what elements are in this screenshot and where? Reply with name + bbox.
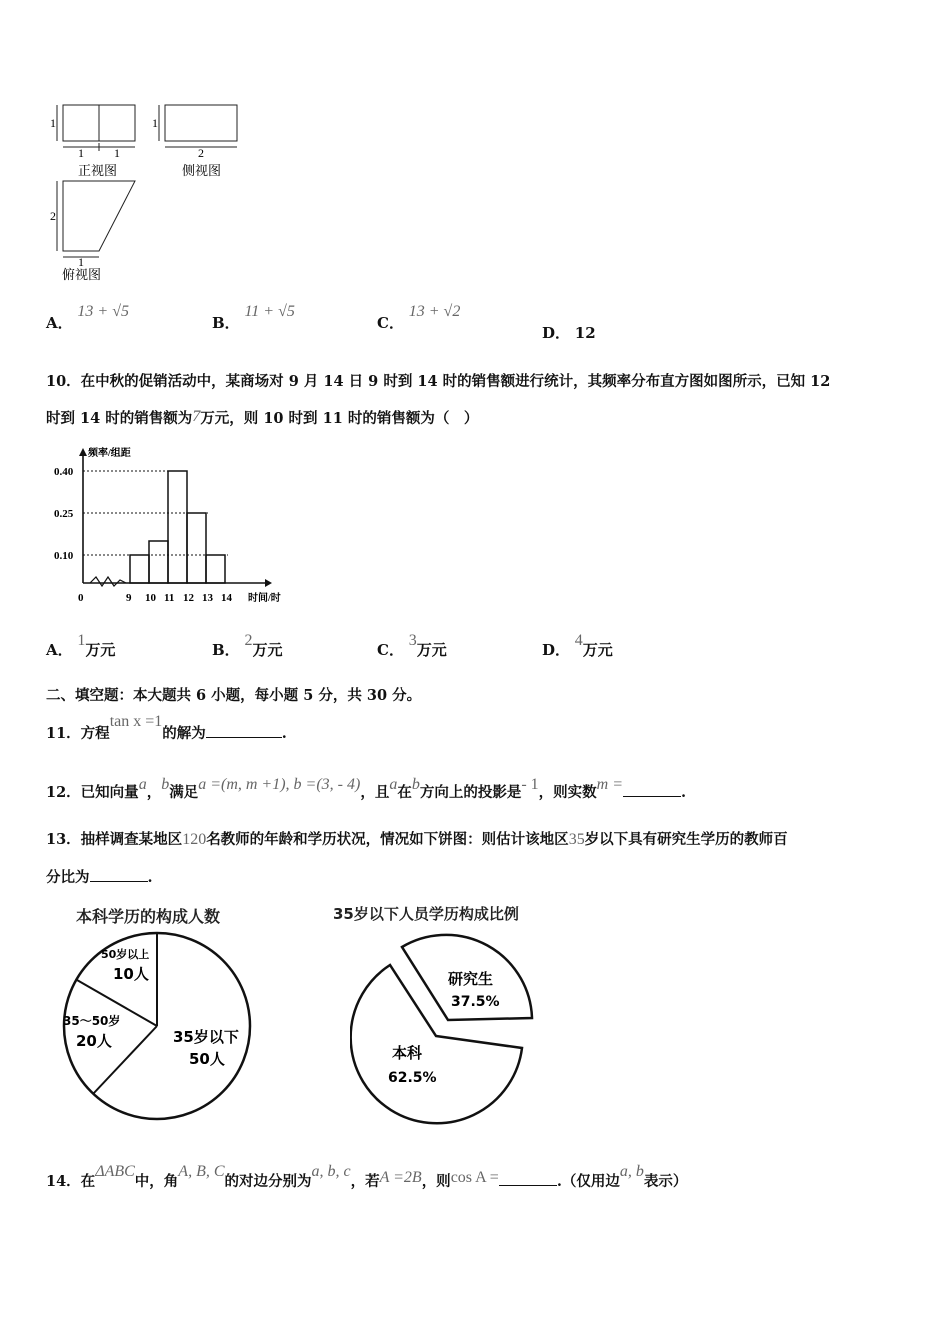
- option-unit: 万元: [416, 641, 447, 659]
- pie2-slice-label-1: 本科: [392, 1044, 423, 1062]
- q13-line2-text: 分比为: [46, 869, 90, 886]
- x-axis-label: 时间/时: [248, 593, 281, 604]
- option-letter: D．: [542, 324, 571, 342]
- x-tick-label-6: 14: [221, 592, 232, 604]
- front-dim-w1: 1: [78, 146, 84, 160]
- option-letter: A．: [46, 314, 73, 332]
- option-letter: D．: [542, 641, 571, 659]
- y-tick-label-0: 0.40: [54, 466, 74, 478]
- option-unit: 万元: [252, 641, 283, 659]
- x-axis-arrow: [265, 579, 272, 587]
- q11-prefix: 11．方程: [46, 725, 110, 742]
- y-axis-arrow: [79, 448, 87, 456]
- q13-count: 120: [182, 831, 207, 848]
- x-tick-label-3: 11: [164, 592, 175, 604]
- q12-blank[interactable]: [623, 782, 681, 797]
- histogram-bar-12-13: [187, 513, 206, 583]
- option-letter: B．: [212, 314, 240, 332]
- q9-option-b[interactable]: [212, 303, 295, 334]
- pie1-slice-label-2: 35岁以下: [173, 1028, 239, 1046]
- axis-break: [90, 577, 126, 586]
- q10-line2-num: 7: [192, 408, 201, 425]
- q14-triangle: ΔABC: [95, 1163, 135, 1180]
- option-letter: C．: [377, 641, 404, 659]
- q12-var-m: m =: [596, 776, 624, 793]
- histogram-bar-11-12: [168, 471, 187, 583]
- q9-option-a[interactable]: [46, 303, 129, 334]
- q9-option-c[interactable]: [377, 303, 461, 334]
- y-axis-label: 频率/组距: [88, 448, 131, 459]
- side-view: [159, 105, 237, 147]
- option-letter: C．: [377, 314, 404, 332]
- option-value: 12: [574, 324, 596, 342]
- front-view-label: 正视图: [78, 163, 118, 178]
- q12-mid4: 方向上的投影是: [419, 784, 522, 801]
- q12-comma: ，: [146, 784, 162, 801]
- pie2-slice-value-1: 62.5%: [388, 1070, 437, 1086]
- three-view-figure: [40, 95, 260, 290]
- q12-end: .: [681, 784, 687, 801]
- q14-end: 表示）: [643, 1173, 688, 1190]
- option-unit: 万元: [85, 641, 116, 659]
- q10-line2-b: 万元，则 10 时到 11 时的销售额为（ ）: [200, 410, 479, 427]
- pie1-slice-value-0: 10人: [113, 965, 149, 983]
- option-value: 13 + √5: [77, 303, 129, 320]
- q14-condition: A =2B: [379, 1169, 422, 1186]
- pie-chart-bachelor: [60, 925, 260, 1130]
- q14-angles: A, B, C: [178, 1163, 225, 1180]
- q14-mid5: .（仅用边: [556, 1173, 620, 1190]
- x-tick-label-5: 13: [202, 592, 213, 604]
- q12-vectors: a =(m, m +1), b =(3, - 4): [198, 776, 361, 793]
- top-view: [57, 181, 135, 257]
- x-tick-label-0: 0: [78, 592, 84, 604]
- q13-line1: [46, 830, 788, 850]
- q14-ab: a, b: [619, 1163, 644, 1180]
- q14-sides: a, b, c: [311, 1163, 351, 1180]
- option-value: 11 + √5: [244, 303, 295, 320]
- q11-suffix: 的解为: [162, 725, 206, 742]
- option-number: 4: [574, 632, 583, 649]
- q12: [46, 776, 687, 803]
- q14-cos: cos A =: [450, 1169, 499, 1186]
- side-view-label: 侧视图: [182, 163, 222, 178]
- q14-mid3: ，若: [350, 1173, 380, 1190]
- frequency-histogram: [50, 440, 305, 610]
- y-tick-label-2: 0.10: [54, 550, 74, 562]
- q14: [46, 1163, 688, 1192]
- q13-age: 35: [568, 831, 585, 848]
- x-tick-label-4: 12: [183, 592, 194, 604]
- q13-prefix: 13．抽样调查某地区: [46, 831, 183, 848]
- pie2-title: 35岁以下人员学历构成比例: [333, 905, 519, 923]
- q14-mid2: 的对边分别为: [224, 1173, 312, 1190]
- front-dim-w2: 1: [114, 146, 120, 160]
- q14-mid1: 中，角: [134, 1173, 179, 1190]
- q12-mid3: 在: [397, 784, 412, 801]
- option-letter: A．: [46, 641, 73, 659]
- q12-mid1: 满足: [169, 784, 199, 801]
- q10-option-b[interactable]: [212, 632, 283, 661]
- q13-end: .: [147, 869, 153, 886]
- q10-line1: 10．在中秋的促销活动中，某商场对 9 月 14 日 9 时到 14 时的销售额进行统计，其频率分布直方图如图所示，已知 12: [46, 373, 831, 390]
- pie1-slice-value-2: 50人: [189, 1050, 225, 1068]
- option-unit: 万元: [582, 641, 613, 659]
- q12-var-a2: a: [389, 776, 398, 793]
- histogram-bar-9-10: [130, 555, 149, 583]
- q12-mid2: ，且: [360, 784, 390, 801]
- option-number: 1: [77, 632, 86, 649]
- front-view: [57, 105, 135, 151]
- side-dim-height: 1: [152, 116, 158, 130]
- pie1-slice-label-0: 50岁以上: [101, 948, 150, 961]
- q11: [46, 713, 287, 744]
- q12-prefix: 12．已知向量: [46, 784, 139, 801]
- q13-line2: [46, 867, 153, 888]
- q10-line2: [46, 409, 478, 429]
- top-dim-height: 2: [50, 209, 56, 223]
- q10-option-c[interactable]: [377, 632, 447, 661]
- q10-option-a[interactable]: [46, 632, 116, 661]
- option-number: 3: [408, 632, 417, 649]
- pie2-slice-bachelor: [351, 965, 522, 1123]
- q12-var-b2: b: [411, 776, 420, 793]
- q14-prefix: 14．在: [46, 1173, 96, 1190]
- pie2-slice-value-0: 37.5%: [451, 994, 500, 1010]
- q13-mid: 名教师的年龄和学历状况，情况如下饼图：则估计该地区: [206, 831, 569, 848]
- option-letter: B．: [212, 641, 240, 659]
- q9-option-d[interactable]: [542, 323, 596, 343]
- q11-blank[interactable]: [206, 723, 282, 738]
- q12-projection: - 1: [521, 776, 539, 793]
- q12-var-a: a: [138, 776, 147, 793]
- q14-mid4: ，则: [421, 1173, 451, 1190]
- q14-blank[interactable]: [499, 1171, 557, 1186]
- q13-suffix: 岁以下具有研究生学历的教师百: [584, 831, 788, 848]
- top-view-label: 俯视图: [62, 267, 102, 282]
- q11-equation: tan x =1: [109, 713, 163, 730]
- q11-end: .: [281, 725, 287, 742]
- q10-line2-a: 时到 14 时的销售额为: [46, 410, 193, 427]
- pie1-slice-label-1: 35～50岁: [63, 1014, 121, 1028]
- q12-mid5: ，则实数: [538, 784, 597, 801]
- pie2-slice-label-0: 研究生: [448, 970, 494, 988]
- option-number: 2: [244, 632, 253, 649]
- x-tick-label-2: 10: [145, 592, 156, 604]
- histogram-bar-10-11: [149, 541, 168, 583]
- pie1-title: 本科学历的构成人数: [76, 907, 221, 926]
- x-tick-label-1: 9: [126, 592, 132, 604]
- q10-option-d[interactable]: [542, 632, 613, 661]
- option-value: 13 + √2: [408, 303, 461, 320]
- pie1-slice-value-1: 20人: [76, 1032, 112, 1050]
- pie-chart-under35: [350, 928, 540, 1128]
- section-heading: 二、填空题：本大题共 6 小题，每小题 5 分，共 30 分。: [46, 687, 422, 704]
- q13-blank[interactable]: [90, 867, 148, 882]
- q12-var-b: b: [161, 776, 170, 793]
- histogram-bar-13-14: [206, 555, 225, 583]
- front-dim-height: 1: [50, 116, 56, 130]
- side-dim-width: 2: [198, 146, 204, 160]
- y-tick-label-1: 0.25: [54, 508, 74, 520]
- top-dim-width: 1: [78, 255, 84, 269]
